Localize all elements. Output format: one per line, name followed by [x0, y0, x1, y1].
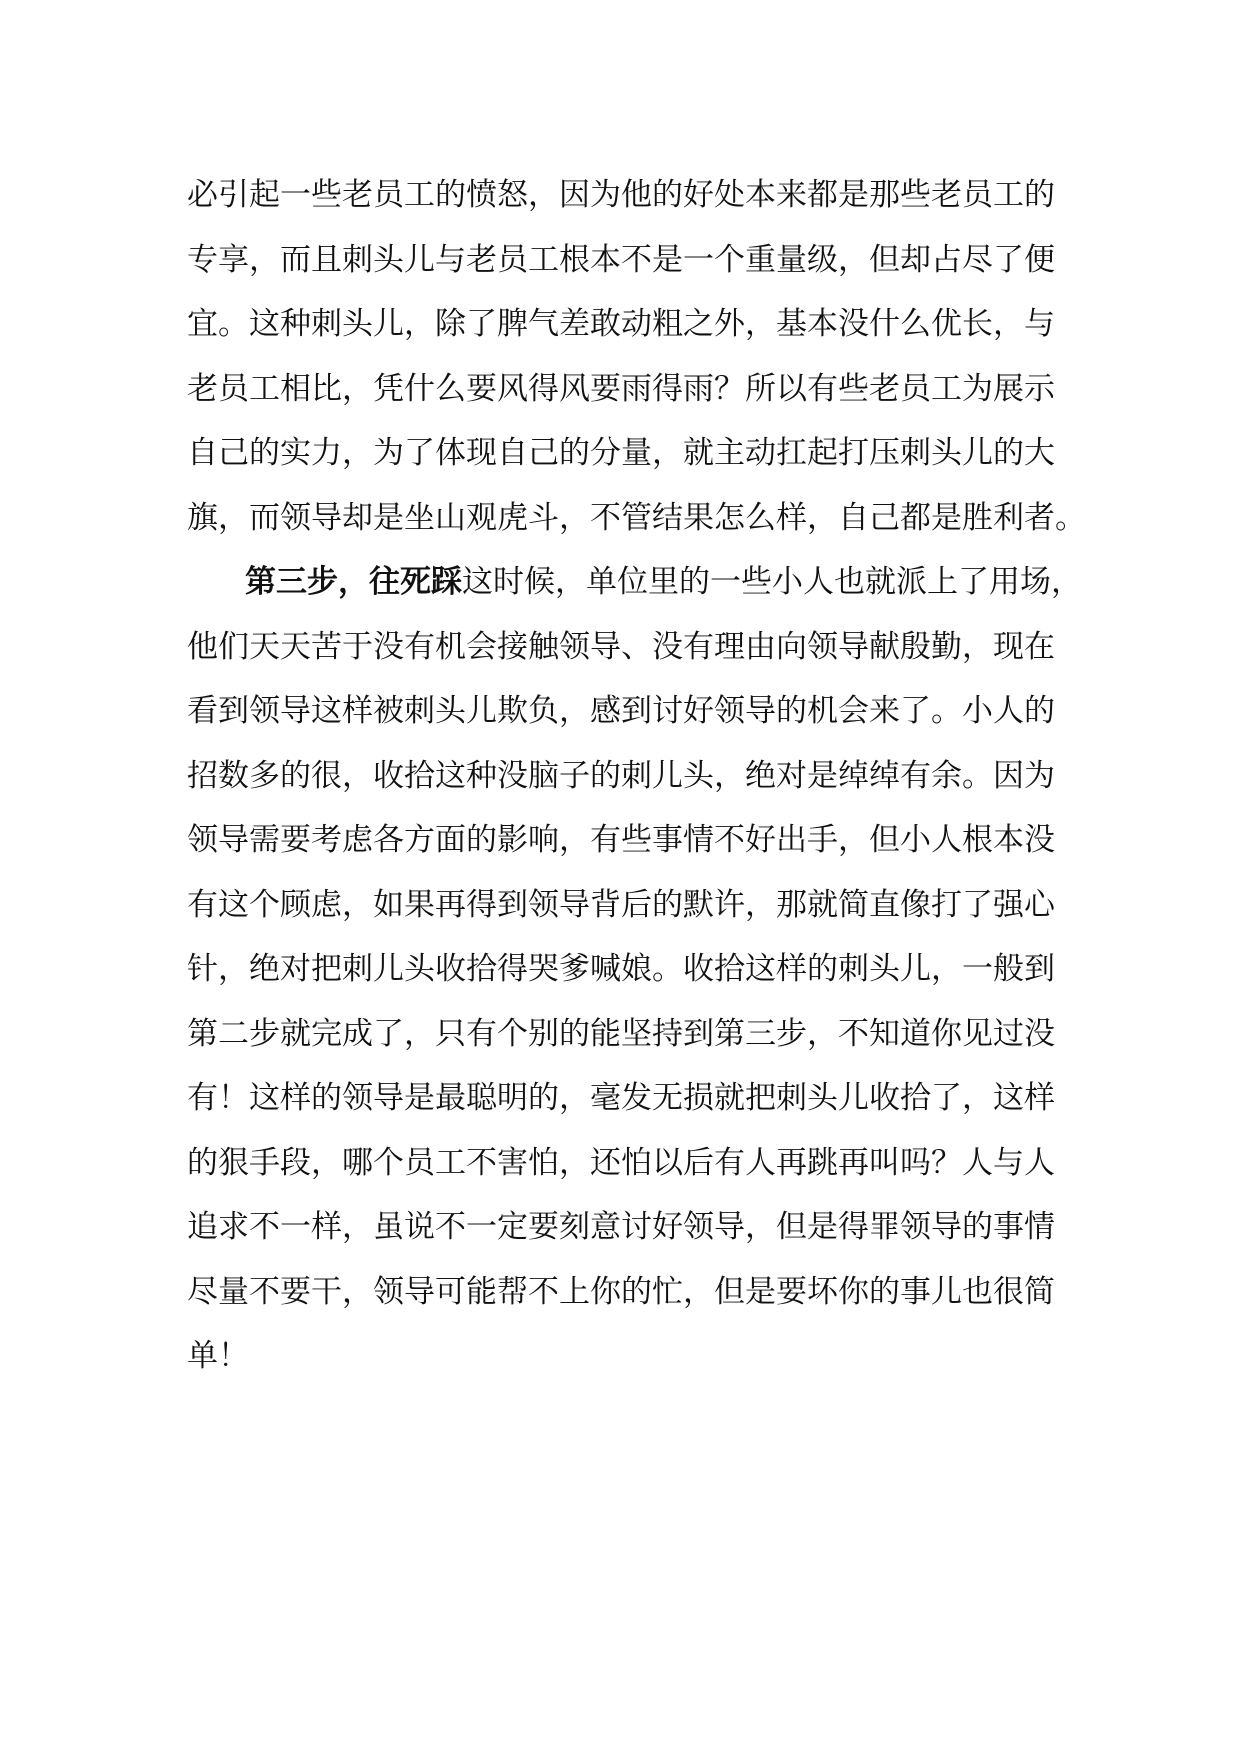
paragraph-line: 有这个顾虑，如果再得到领导背后的默许，那就简直像打了强心 — [187, 886, 1055, 923]
paragraph-line: 追求不一样，虽说不一定要刻意讨好领导，但是得罪领导的事情 — [187, 1209, 1055, 1245]
paragraph-line: 第二步就完成了，只有个别的能坚持到第三步，不知道你见过没 — [187, 1015, 1055, 1052]
paragraph-line: 领导需要考虑各方面的影响，有些事情不好出手，但小人根本没 — [187, 822, 1055, 858]
paragraph-line: 针，绝对把刺儿头收拾得哭爹喊娘。收拾这样的刺头儿，一般到 — [187, 951, 1055, 987]
paragraph-line: 尽量不要干，领导可能帮不上你的忙，但是要坏你的事儿也很简 — [187, 1273, 1055, 1310]
step-heading: 第三步，往死踩 — [245, 564, 462, 600]
paragraph-line: 自己的实力，为了体现自己的分量，就主动扛起打压刺头儿的大 — [187, 435, 1055, 471]
paragraph-line: 他们天天苦于没有机会接触领导、没有理由向领导献殷勤，现在 — [187, 628, 1055, 665]
paragraph-first-line — [187, 550, 1082, 615]
paragraph-line: 老员工相比，凭什么要风得风要雨得雨？所以有些老员工为展示 — [187, 370, 1055, 407]
document-body — [187, 163, 1086, 1389]
paragraph-line: 专享，而且刺头儿与老员工根本不是一个重量级，但却占尽了便 — [187, 241, 1055, 278]
paragraph-line: 必引起一些老员工的愤怒，因为他的好处本来都是那些老员工的 — [187, 177, 1055, 213]
paragraph-line: 单！ — [187, 1338, 249, 1374]
paragraph-line: 招数多的很，收拾这种没脑子的刺儿头，绝对是绰绰有余。因为 — [187, 757, 1055, 794]
paragraph-2 — [187, 550, 1082, 1389]
paragraph-line: 旗，而领导却是坐山观虎斗，不管结果怎么样，自己都是胜利者。 — [187, 499, 1086, 536]
paragraph-1 — [187, 163, 1086, 550]
paragraph-line: 宜。这种刺头儿，除了脾气差敢动粗之外，基本没什么优长，与 — [187, 306, 1055, 342]
paragraph-line: 看到领导这样被刺头儿欺负，感到讨好领导的机会来了。小人的 — [187, 693, 1055, 729]
first-line-text: 这时候，单位里的一些小人也就派上了用场， — [462, 564, 1082, 600]
paragraph-line: 有！这样的领导是最聪明的，毫发无损就把刺头儿收拾了，这样 — [187, 1080, 1055, 1116]
paragraph-line: 的狠手段，哪个员工不害怕，还怕以后有人再跳再叫吗？人与人 — [187, 1144, 1055, 1181]
